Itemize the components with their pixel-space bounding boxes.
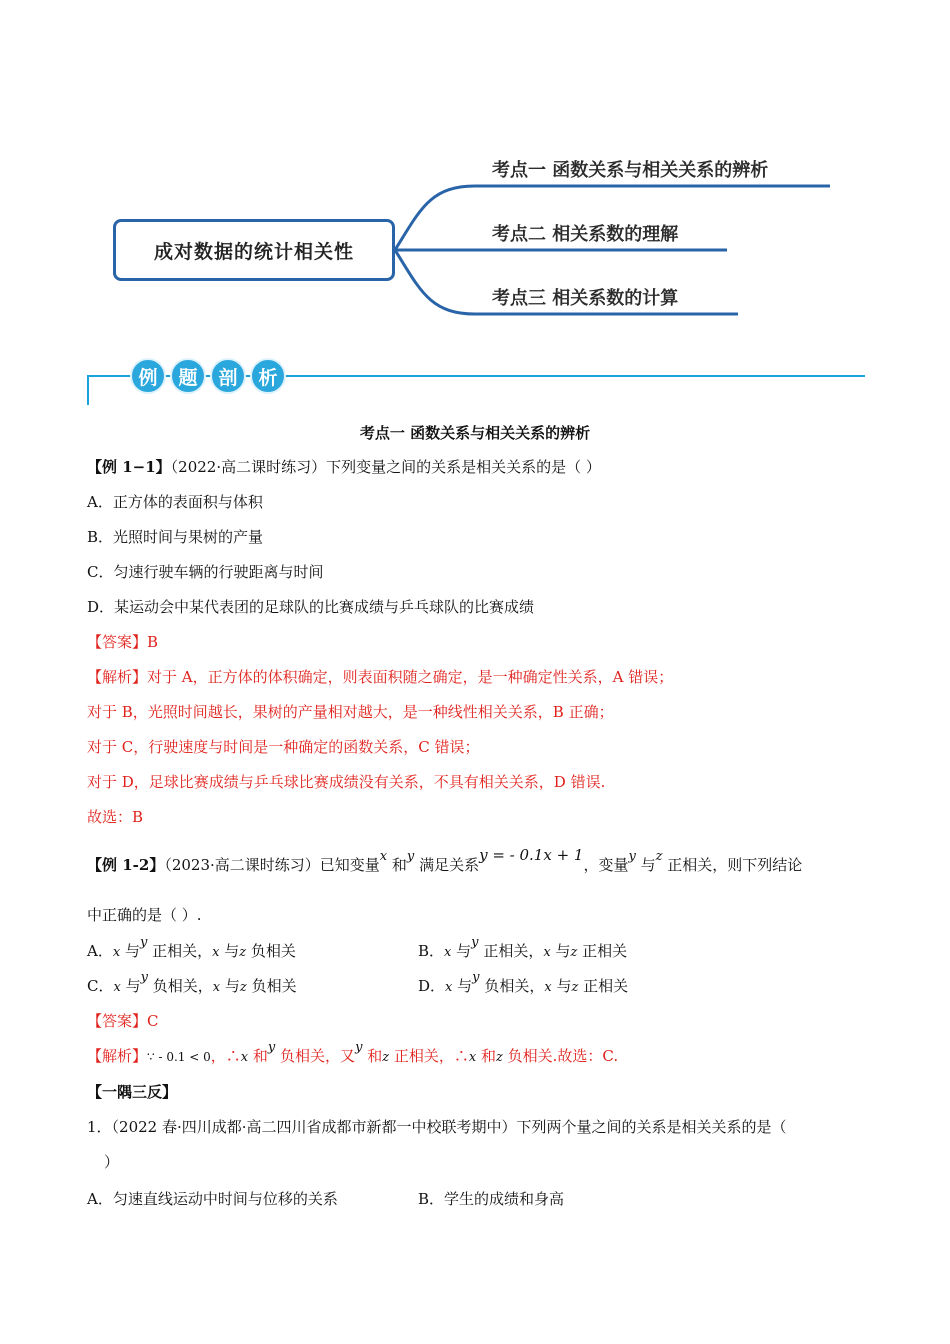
option-text: 与 [456,942,472,960]
option-c [87,970,297,996]
var-z: z [655,849,663,864]
mindmap-branches [0,0,950,340]
practice-q1-line-1: 1．（2022 春·四川成都·高二四川省成都市新都一中校联考期中）下列两个量之间的关系是相关关系的是（ [87,1118,787,1136]
option-text: 正相关， [152,942,213,960]
mindmap-branch-3: 考点三 相关系数的计算 [492,288,679,309]
var-x: x [212,980,221,995]
analysis-text: 负相关.故选：C. [507,1047,619,1065]
banner-char-2: 题 [170,358,206,394]
example-stem: （2022·高二课时练习）下列变量之间的关系是相关关系的是（ ） [170,458,601,476]
var-y: y [140,970,148,985]
option-letter: A． [87,942,113,960]
var-y: y [267,1040,276,1055]
var-z: z [239,980,247,995]
analysis-line-5: 故选：B [87,808,144,826]
var-y: y [628,849,636,864]
stem-text: 与 [640,856,656,874]
var-y: y [471,935,479,950]
var-x: x [444,945,452,960]
option-text: 与 [224,977,240,995]
option-text: 与 [125,977,141,995]
var-y: y [406,849,415,864]
analysis-text: ，∴ [210,1047,241,1065]
var-y: y [472,970,480,985]
var-x: x [240,1050,249,1065]
option-text: 负相关 [251,977,297,995]
var-x: x [113,980,121,995]
answer: 【答案】B [87,633,159,651]
var-x: x [445,980,453,995]
analysis-math: ∵ - 0.1 < 0 [147,1050,211,1064]
example-label: 【例 1-2】 [87,856,165,874]
analysis-line-3: 对于 C，行驶速度与时间是一种确定的函数关系，C 错误； [87,738,480,756]
option-d [418,970,629,996]
practice-q1-option-a: A．匀速直线运动中时间与位移的关系 [87,1190,338,1208]
stem-text: 满足关系 [419,856,480,874]
analysis-text: 和 [481,1047,497,1065]
analysis-text: 正相关，∴ [393,1047,469,1065]
option-text: 与 [556,977,572,995]
banner-char-3: 剖 [210,358,246,394]
var-z: z [382,1050,390,1065]
mindmap-branch-1: 考点一 函数关系与相关关系的辨析 [492,160,769,181]
stem-text: （2023·高二课时练习）已知变量 [164,856,380,874]
analysis-line-2: 对于 B，光照时间越长，果树的产量相对越大，是一种线性相关关系，B 正确； [87,703,614,721]
option-text: 与 [457,977,473,995]
analysis-line [87,1040,619,1066]
example-1-2-stem-line-2: 中正确的是（ ）. [87,906,202,924]
var-z: z [571,980,579,995]
var-x: x [379,849,388,864]
section-title: 考点一 函数关系与相关关系的辨析 [359,424,591,442]
option-text: 负相关， [484,977,545,995]
analysis-line-1: 【解析】对于 A，正方体的体积确定，则表面积随之确定，是一种确定性关系，A 错误； [87,668,674,686]
option-text: 正相关， [483,942,544,960]
option-text: 与 [124,942,140,960]
analysis-text: 和 [252,1047,268,1065]
var-y: y [139,935,148,950]
var-x: x [544,980,552,995]
answer: 【答案】C [87,1012,159,1030]
option-b: B．光照时间与果树的产量 [87,528,264,546]
option-text: 负相关， [152,977,213,995]
stem-text: ，变量 [583,856,629,874]
var-z: z [570,945,578,960]
example-1-2-stem [87,846,803,875]
option-d: D．某运动会中某代表团的足球队的比赛成绩与乒乓球队的比赛成绩 [87,598,535,616]
practice-heading: 【一隅三反】 [87,1083,178,1101]
option-c: C．匀速行驶车辆的行驶距离与时间 [87,563,324,581]
option-text: 正相关 [583,977,629,995]
mindmap-root: 成对数据的统计相关性 [113,219,395,281]
stem-text: 正相关，则下列结论 [667,856,803,874]
option-letter: D． [418,977,446,995]
analysis-text: 负相关，又 [280,1047,356,1065]
analysis-head: 【解析】 [87,1047,148,1065]
var-z: z [496,1050,503,1065]
formula: y = - 0.1x + 1 [479,846,584,864]
var-x: x [212,945,220,960]
analysis-text: 和 [367,1047,383,1065]
banner-char-1: 例 [130,358,166,394]
example-1-1-stem [87,456,601,477]
option-text: 正相关 [582,942,628,960]
mindmap-branch-2: 考点二 相关系数的理解 [492,224,679,245]
option-text: 与 [224,942,240,960]
option-a: A．正方体的表面积与体积 [87,493,263,511]
var-z: z [239,945,247,960]
option-text: 与 [555,942,571,960]
var-x: x [112,945,121,960]
option-a [87,935,296,961]
option-letter: C． [87,977,114,995]
banner-char-4: 析 [250,358,286,394]
option-text: 负相关 [250,942,296,960]
analysis-line-4: 对于 D，足球比赛成绩与乒乓球比赛成绩没有关系，不具有相关关系，D 错误. [87,773,606,791]
example-label: 【例 1−1】 [87,458,171,476]
var-y: y [355,1040,363,1055]
practice-q1-option-b: B．学生的成绩和身高 [418,1190,565,1208]
var-x: x [543,945,551,960]
stem-text: 和 [391,856,407,874]
practice-q1-line-2: ） [104,1153,120,1171]
var-x: x [468,1050,477,1065]
option-letter: B． [418,942,445,960]
banner-tick [87,375,89,405]
option-b [418,935,628,961]
